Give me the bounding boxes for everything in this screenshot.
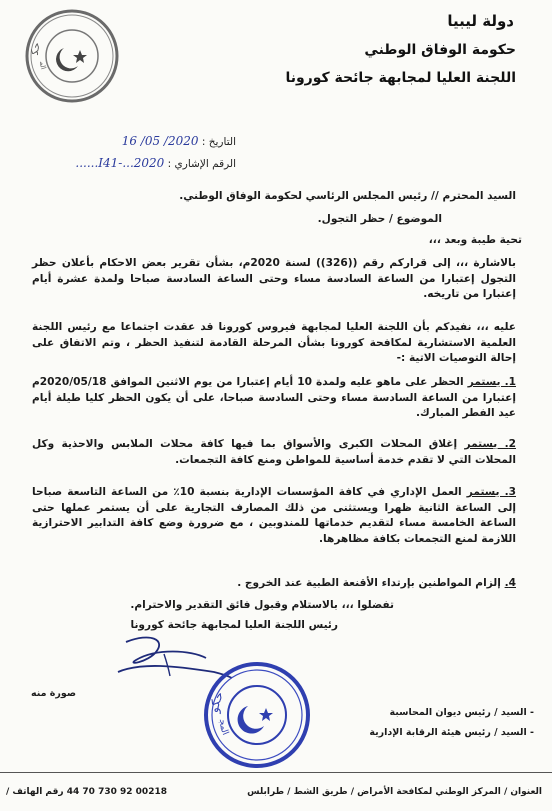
government-name: حكومة الوفاق الوطني: [364, 42, 516, 58]
svg-text:حكومة الوفاق: حكو: [206, 689, 227, 714]
recommendation-4: [32, 576, 516, 592]
date-label: التاريخ :: [201, 136, 236, 148]
recommendation-3: [32, 485, 516, 547]
reference-label: الرقم الإشاري :: [167, 158, 236, 170]
date-line: [122, 134, 236, 148]
recommendation-text: الحظر على ماهو عليه ولمدة 10 أيام إعتبارا من يوم الاثنين الموافق 2020/05/18م إعتبارا من الساعة السادسة مساء وحتى السادسة صباحا، على أن يكون الحظر كليا طيلة أيام عيد الفطر المبارك.: [32, 376, 516, 419]
recommendation-2: [32, 437, 516, 468]
country-name: دولة ليبيا: [447, 12, 514, 30]
footer-address: العنوان / المركز الوطني لمكافحة الأمراض / طريق الشط / طرابلس: [247, 787, 542, 797]
recommendation-text: إغلاق المحلات الكبرى والأسواق بما فيها كافة محلات الملابس والاحذية وكل المحلات التي لا تقدم خدمة أساسية للمواطن ومنع كافة التجمعات.: [32, 438, 516, 466]
svg-text:المجلس الرئاسي: المج: [216, 719, 230, 737]
recommendation-1: [32, 375, 516, 422]
copies-label: صورة منه: [30, 688, 76, 699]
svg-text:المجلس الرئاسي طرابلس: الم: [38, 61, 48, 71]
recommendation-text: العمل الإداري في كافة المؤسسات الإدارية بنسبة 10٪ من الساعة التاسعة صباحا إلى الساعة الثانية ظهرا ويستثنى من ذلك المصارف التجارية على أن يستمر عملها حتى الساعة الخامسة مساء لتقديم خدماتها للمندوبين ، مع ضرورة وضع كافة التدابير الاحترازية اللازمة لمنع التجمعات بكافة مظاهرها.: [32, 486, 516, 545]
copy-recipient-1: - السيد / رئيس ديوان المحاسبة: [389, 707, 534, 718]
reference-line: [75, 156, 236, 170]
copy-recipient-2: - السيد / رئيس هيئة الرقابة الإدارية: [369, 727, 534, 738]
closing: تفضلوا ،،، بالاستلام وقبول فائق التقدير والاحترام.: [130, 599, 394, 611]
greeting: تحية طيبة وبعد ،،،: [428, 234, 522, 246]
recommendation-lead: 1. يستمر: [467, 376, 516, 388]
paragraph-reference: بالاشارة ،،، إلى قراركم رقم ((326)) لسنة 2020م، بشأن تقرير بعض الاحكام بأعلان حظر التجول إعتبارا من الساعة السادسة مساء وحتى الساعة السادسة صباحا ولمدة عشرة أيام إعتبارا من تاريخه.: [32, 257, 516, 300]
recipient: السيد المحترم // رئيس المجلس الرئاسي لحكومة الوفاق الوطني.: [179, 190, 516, 202]
paragraph-meeting: عليه ،،، نفيدكم بأن اللجنة العليا لمجابهة فيروس كورونا قد عقدت اجتماعا مع رئيس اللجنة العلمية الاستشارية لمكافحة كورونا بشأن المرحلة القادمة لتنفيذ الحظر ، وتم الاتفاق على إحالة التوصيات الاتية :-: [32, 321, 516, 364]
recommendation-lead: 2. يستمر: [464, 438, 516, 450]
recommendation-lead: 3. يستمر: [466, 486, 516, 498]
government-seal: [24, 8, 120, 104]
committee-stamp: [202, 660, 312, 770]
reference-value: 2020...-I41......: [75, 156, 165, 170]
recommendation-text: إلزام المواطنين بإرتداء الأقنعة الطبية عند الخروج .: [237, 577, 505, 589]
footer-divider: [0, 772, 552, 773]
subject: الموضوع / حظر التجول.: [317, 213, 442, 225]
phone-value: 00218 92 730 70 44: [66, 787, 167, 797]
signatory-title: رئيس اللجنة العليا لمجابهة جائحة كورونا: [130, 619, 338, 631]
phone-label: رقم الهاتف /: [6, 787, 64, 797]
recommendation-lead: 4.: [504, 577, 516, 589]
committee-name: اللجنة العليا لمجابهة جائحة كورونا: [285, 70, 516, 86]
date-value: 2020/ 05/ 16: [121, 134, 199, 148]
svg-text:حكومة الوفاق الوطني: حك: [29, 41, 44, 56]
footer-phone: [6, 787, 167, 797]
